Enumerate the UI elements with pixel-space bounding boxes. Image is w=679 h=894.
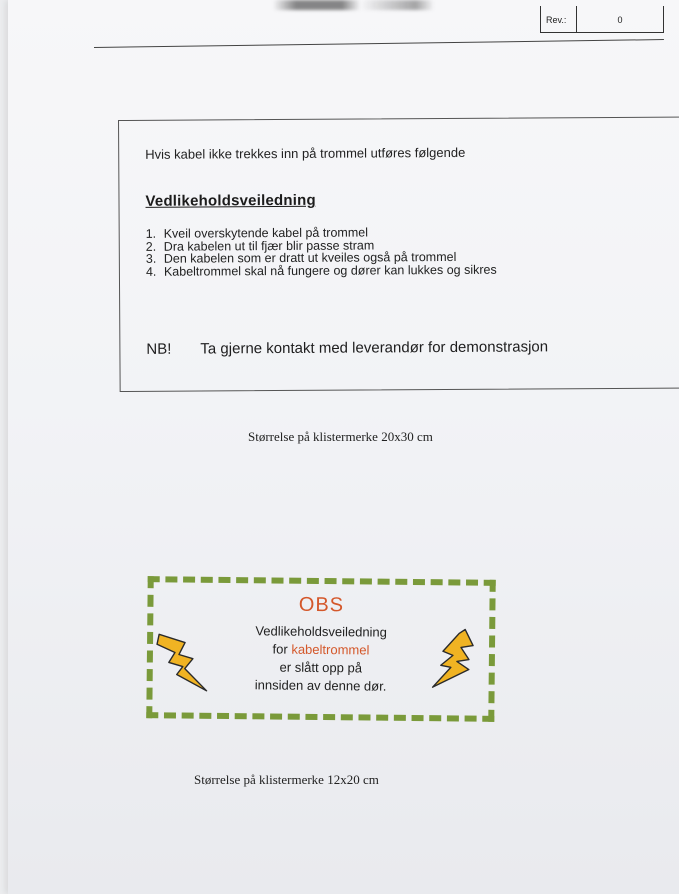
sticker-highlight-text: kabeltrommel <box>291 641 370 658</box>
step-text: Dra kabelen ut til fjær blir passe stram <box>163 237 375 254</box>
step-number: 4. <box>145 264 157 279</box>
caption-large-sticker: Størrelse på klistermerke 20x30 cm <box>248 429 433 444</box>
revision-box <box>540 6 664 33</box>
sticker-line: er slått opp på <box>279 659 363 676</box>
header-title-fragment <box>273 0 503 10</box>
step-number: 2. <box>145 239 157 254</box>
step-number: 1. <box>145 226 157 241</box>
instruction-box <box>118 116 679 392</box>
header-divider <box>94 39 664 48</box>
nb-note <box>146 338 548 357</box>
step-text: Kabeltrommel skal nå fungere og dører kan lukkes og sikres <box>163 262 497 279</box>
step-text: Den kabelen som er dratt ut kveiles også på trommel <box>163 249 457 266</box>
caption-small-sticker: Størrelse på klistermerke 12x20 cm <box>194 772 379 787</box>
revision-label: Rev.: <box>541 6 577 32</box>
sticker-title: OBS <box>298 593 345 617</box>
step-text: Kveil overskytende kabel på trommel <box>163 225 369 241</box>
sticker-line-prefix: for <box>272 641 292 657</box>
revision-value: 0 <box>617 15 623 25</box>
sticker-line: innsiden av denne dør. <box>254 677 387 694</box>
document-header <box>8 0 679 60</box>
intro-text: Hvis kabel ikke trekkes inn på trommel utføres følgende <box>145 144 466 162</box>
nb-text: Ta gjerne kontakt med leverandør for demonstrasjon <box>200 338 549 358</box>
warning-sticker <box>146 576 495 722</box>
nb-label: NB! <box>146 340 172 358</box>
steps-list <box>146 226 497 278</box>
document-page <box>8 0 679 894</box>
step-number: 3. <box>145 251 157 266</box>
maintenance-heading: Vedlikeholdsveiledning <box>145 191 316 210</box>
step-item <box>146 263 497 278</box>
sticker-line: Vedlikeholdsveiledning <box>255 623 388 640</box>
